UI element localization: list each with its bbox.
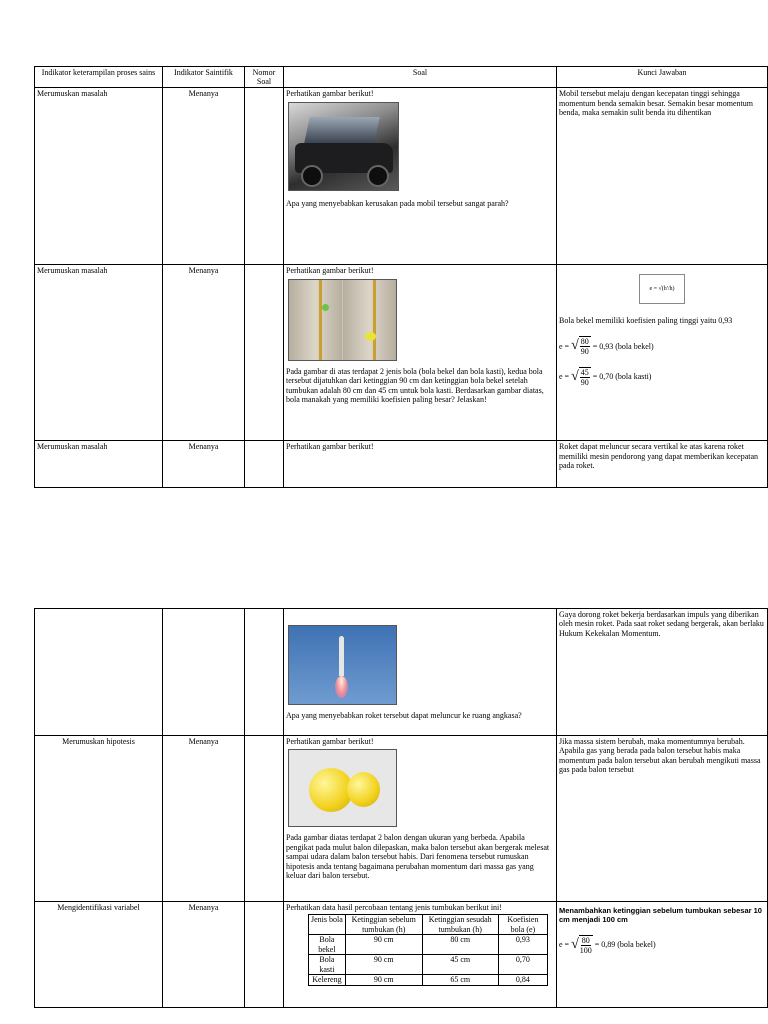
indicator-cell: Merumuskan masalah [35,441,163,488]
answer-cell: Jika massa sistem berubah, maka momentumnya berubah. Apabila gas yang berada pada balon tersebut habis maka momentum pada balon tersebut akan berubah mengikuti massa gas pada balon tersebut [557,736,768,902]
number-cell [245,902,284,1008]
collision-data-table [308,914,548,985]
question-cell [284,609,557,736]
answer-cell: Mobil tersebut melaju dengan kecepatan tinggi sehingga momentum benda semakin besar. Semakin besar momentum benda, maka semakin sulit benda itu dihentikan [557,88,768,265]
table-header-row [35,67,768,88]
inner-header-cell: Ketinggian sebelum tumbukan (h) [345,915,422,935]
sqrt-icon: √ [571,937,579,953]
question-text: Apa yang menyebabkan roket tersebut dapat meluncur ke ruang angkasa? [286,711,522,720]
indicator-cell: Merumuskan masalah [35,88,163,265]
number-cell [245,736,284,902]
question-cell [284,736,557,902]
equation-bola-bekel: e = √ $\frac{80}{90}$ = 0,93 (bola bekel) [559,336,654,357]
header-answer-key: Kunci Jawaban [557,67,768,88]
question-intro: Perhatikan gambar berikut! [286,737,374,746]
inner-header-cell: Jenis bola [309,915,346,935]
answer-cell [557,265,768,441]
answer-bold-text: Menambahkan ketinggian sebelum tumbukan sebesar 10 cm menjadi 100 cm [559,906,762,924]
scientific-cell [163,609,245,736]
answer-cell [557,902,768,1008]
question-intro: Perhatikan gambar berikut! [286,266,374,276]
inner-table-header [309,915,548,935]
scientific-cell: Menanya [163,265,245,441]
table-row [35,441,768,488]
inner-header-cell: Koefisien bola (e) [498,915,547,935]
answer-cell: Gaya dorong roket bekerja berdasarkan impuls yang diberikan oleh mesin roket. Pada saat roket sedang bergerak, akan berlaku Hukum Kekekalan Momentum. [557,609,768,736]
formula-image: e = √(h'/h) [639,274,685,304]
bouncing-balls-image [288,279,397,361]
inner-table-row: Bola kasti 90 cm 45 cm 0,70 [309,955,548,975]
balloons-image [288,749,397,827]
number-cell [245,609,284,736]
answer-text: Bola bekel memiliki koefisien paling tinggi yaitu 0,93 [559,316,733,326]
number-cell [245,265,284,441]
header-scientific: Indikator Saintifik [163,67,245,88]
table-row [35,265,768,441]
table-row [35,88,768,265]
scientific-cell: Menanya [163,736,245,902]
inner-table-row: Kelereng 90 cm 65 cm 0,84 [309,975,548,985]
number-cell [245,441,284,488]
equation-bola-kasti: e = √ $\frac{45}{90}$ = 0,70 (bola kasti) [559,367,652,388]
indicator-cell: Merumuskan hipotesis [35,736,163,902]
table-row [35,902,768,1008]
question-cell: Perhatikan gambar berikut! [284,441,557,488]
indicator-cell: Merumuskan masalah [35,265,163,441]
indicator-cell: Mengidentifikasi variabel [35,902,163,1008]
number-cell [245,88,284,265]
question-cell [284,88,557,265]
header-process-skill: Indikator keterampilan proses sains [35,67,163,88]
question-cell [284,265,557,441]
inner-table-row: Bola bekel 90 cm 80 cm 0,93 [309,935,548,955]
scientific-cell: Menanya [163,441,245,488]
question-text: Apa yang menyebabkan kerusakan pada mobil tersebut sangat parah? [286,198,509,208]
table-row [35,736,768,902]
question-intro: Perhatikan gambar berikut! [286,89,374,99]
question-text: Pada gambar di atas terdapat 2 jenis bola (bola bekel dan bola kasti), kedua bola tersebut dijatuhkan dari ketinggian 90 cm dan ketinggian bola bekel setelah tumbukan adalah 80 cm dan 45 cm untuk bola kasti. Berdasarkan gambar diatas, bola manakah yang memiliki koefisien paling besar? Jelaskan! [286,366,544,405]
scientific-cell: Menanya [163,902,245,1008]
header-question: Soal [284,67,557,88]
answer-cell: Roket dapat meluncur secara vertikal ke atas karena roket memiliki mesin pendorong yang dapat memberikan kecepatan pada roket. [557,441,768,488]
worksheet-table-page2 [34,608,768,1008]
rocket-launch-image [288,625,397,705]
question-cell [284,902,557,1008]
question-intro: Perhatikan data hasil percobaan tentang jenis tumbukan berikut ini! [286,903,502,912]
sqrt-icon: √ [571,369,579,385]
scientific-cell: Menanya [163,88,245,265]
equation-bola-bekel-100: e = √ $\frac{80}{100}$ = 0,89 (bola bekel) [559,935,656,956]
sqrt-icon: √ [571,338,579,354]
inner-header-cell: Ketinggian sesudah tumbukan (h) [422,915,498,935]
table-row [35,609,768,736]
crashed-car-image [288,102,399,191]
indicator-cell [35,609,163,736]
header-number: Nomor Soal [245,67,284,88]
worksheet-table-page1 [34,66,768,488]
question-text: Pada gambar diatas terdapat 2 balon dengan ukuran yang berbeda. Apabila pengikat pada mulut balon dilepaskan, maka balon tersebut akan bergerak melesat sampai udara dalam balon tersebut habis. Dari fenomena tersebut rumuskan hipotesis anda tentang bagaimana perubahan momentum dari massa gas yang keluar dari balon tersebut. [286,833,550,881]
